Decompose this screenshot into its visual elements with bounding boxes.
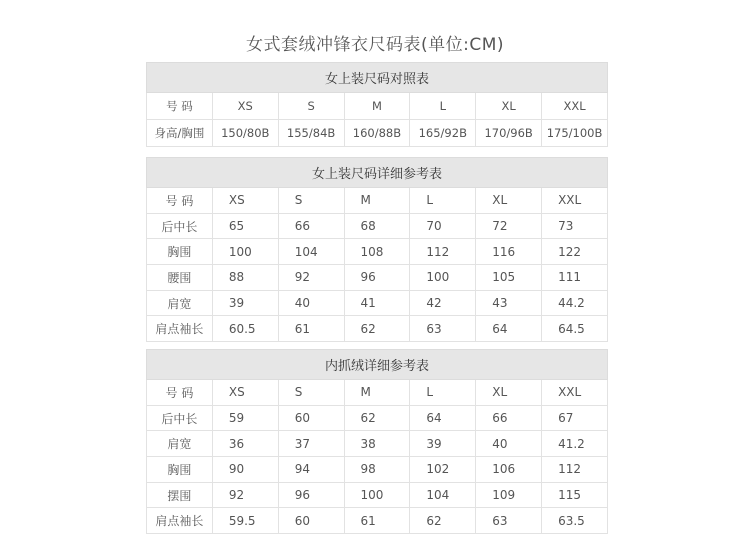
measure-cell: 90 [212, 457, 278, 483]
measure-cell: 44.2 [542, 290, 608, 316]
size-header-cell: L [410, 380, 476, 406]
measure-cell: 155/84B [278, 120, 344, 147]
measure-cell: 66 [476, 405, 542, 431]
size-header-cell: XL [476, 188, 542, 214]
measure-cell: 66 [278, 213, 344, 239]
size-header-cell: L [410, 188, 476, 214]
size-header-cell: S [278, 380, 344, 406]
measure-cell: 67 [542, 405, 608, 431]
measure-cell: 61 [344, 508, 410, 534]
measure-cell: 62 [344, 316, 410, 342]
table-row [147, 290, 608, 316]
row-label-cell: 摆围 [147, 482, 213, 508]
size-header-cell: M [344, 188, 410, 214]
size-header-cell: XL [476, 380, 542, 406]
row-label-cell: 腰围 [147, 265, 213, 291]
size-header-cell: XL [476, 93, 542, 120]
table-row [147, 213, 608, 239]
measure-cell: 160/88B [344, 120, 410, 147]
size-comparison-table [146, 62, 608, 147]
measure-cell: 116 [476, 239, 542, 265]
page-title: 女式套绒冲锋衣尺码表(单位:CM) [245, 35, 505, 55]
measure-cell: 88 [212, 265, 278, 291]
row-label-cell: 后中长 [147, 405, 213, 431]
measure-cell: 112 [410, 239, 476, 265]
size-header-cell: XS [212, 188, 278, 214]
measure-cell: 72 [476, 213, 542, 239]
measure-cell: 100 [410, 265, 476, 291]
table-row [147, 508, 608, 534]
measure-cell: 64 [476, 316, 542, 342]
measure-cell: 68 [344, 213, 410, 239]
table-title: 女上装尺码对照表 [147, 63, 608, 93]
table-row [147, 405, 608, 431]
measure-cell: 40 [278, 290, 344, 316]
size-header-cell: XXL [542, 93, 608, 120]
table-row [147, 239, 608, 265]
measure-cell: 63 [476, 508, 542, 534]
measure-cell: 41 [344, 290, 410, 316]
header-row [147, 188, 608, 214]
row-label-cell: 身高/胸围 [147, 120, 213, 147]
measure-cell: 96 [278, 482, 344, 508]
measure-cell: 150/80B [212, 120, 278, 147]
size-header-cell: XXL [542, 380, 608, 406]
measure-cell: 105 [476, 265, 542, 291]
header-label-cell: 号 码 [147, 93, 213, 120]
inner-fleece-table [146, 349, 608, 534]
measure-cell: 96 [344, 265, 410, 291]
measure-cell: 94 [278, 457, 344, 483]
size-header-cell: L [410, 93, 476, 120]
header-label-cell: 号 码 [147, 188, 213, 214]
measure-cell: 43 [476, 290, 542, 316]
measure-cell: 63 [410, 316, 476, 342]
measure-cell: 73 [542, 213, 608, 239]
measure-cell: 37 [278, 431, 344, 457]
size-header-cell: XS [212, 380, 278, 406]
row-label-cell: 肩点袖长 [147, 508, 213, 534]
measure-cell: 104 [410, 482, 476, 508]
measure-cell: 104 [278, 239, 344, 265]
row-label-cell: 胸围 [147, 457, 213, 483]
measure-cell: 115 [542, 482, 608, 508]
measure-cell: 64 [410, 405, 476, 431]
table-row [147, 120, 608, 147]
measure-cell: 60 [278, 508, 344, 534]
measure-cell: 63.5 [542, 508, 608, 534]
table-row [147, 482, 608, 508]
measure-cell: 39 [410, 431, 476, 457]
row-label-cell: 肩宽 [147, 290, 213, 316]
size-header-cell: XS [212, 93, 278, 120]
measure-cell: 70 [410, 213, 476, 239]
measure-cell: 40 [476, 431, 542, 457]
row-label-cell: 后中长 [147, 213, 213, 239]
measure-cell: 170/96B [476, 120, 542, 147]
measure-cell: 42 [410, 290, 476, 316]
measure-cell: 62 [410, 508, 476, 534]
measure-cell: 92 [278, 265, 344, 291]
header-row [147, 380, 608, 406]
measure-cell: 98 [344, 457, 410, 483]
measure-cell: 112 [542, 457, 608, 483]
measure-cell: 36 [212, 431, 278, 457]
table-row [147, 457, 608, 483]
table-row [147, 431, 608, 457]
measure-cell: 62 [344, 405, 410, 431]
measure-cell: 41.2 [542, 431, 608, 457]
measure-cell: 59.5 [212, 508, 278, 534]
measure-cell: 111 [542, 265, 608, 291]
measure-cell: 100 [212, 239, 278, 265]
measure-cell: 100 [344, 482, 410, 508]
measure-cell: 39 [212, 290, 278, 316]
measure-cell: 102 [410, 457, 476, 483]
row-label-cell: 胸围 [147, 239, 213, 265]
row-label-cell: 肩点袖长 [147, 316, 213, 342]
size-header-cell: M [344, 93, 410, 120]
table-title: 内抓绒详细参考表 [147, 350, 608, 380]
table-row [147, 265, 608, 291]
size-header-cell: M [344, 380, 410, 406]
header-row [147, 93, 608, 120]
detail-reference-table [146, 157, 608, 342]
measure-cell: 109 [476, 482, 542, 508]
measure-cell: 61 [278, 316, 344, 342]
measure-cell: 92 [212, 482, 278, 508]
measure-cell: 38 [344, 431, 410, 457]
table-title: 女上装尺码详细参考表 [147, 158, 608, 188]
measure-cell: 122 [542, 239, 608, 265]
measure-cell: 165/92B [410, 120, 476, 147]
size-header-cell: S [278, 188, 344, 214]
measure-cell: 60 [278, 405, 344, 431]
size-header-cell: XXL [542, 188, 608, 214]
size-header-cell: S [278, 93, 344, 120]
measure-cell: 60.5 [212, 316, 278, 342]
measure-cell: 106 [476, 457, 542, 483]
header-label-cell: 号 码 [147, 380, 213, 406]
measure-cell: 175/100B [542, 120, 608, 147]
measure-cell: 64.5 [542, 316, 608, 342]
table-row [147, 316, 608, 342]
row-label-cell: 肩宽 [147, 431, 213, 457]
measure-cell: 59 [212, 405, 278, 431]
measure-cell: 65 [212, 213, 278, 239]
measure-cell: 108 [344, 239, 410, 265]
